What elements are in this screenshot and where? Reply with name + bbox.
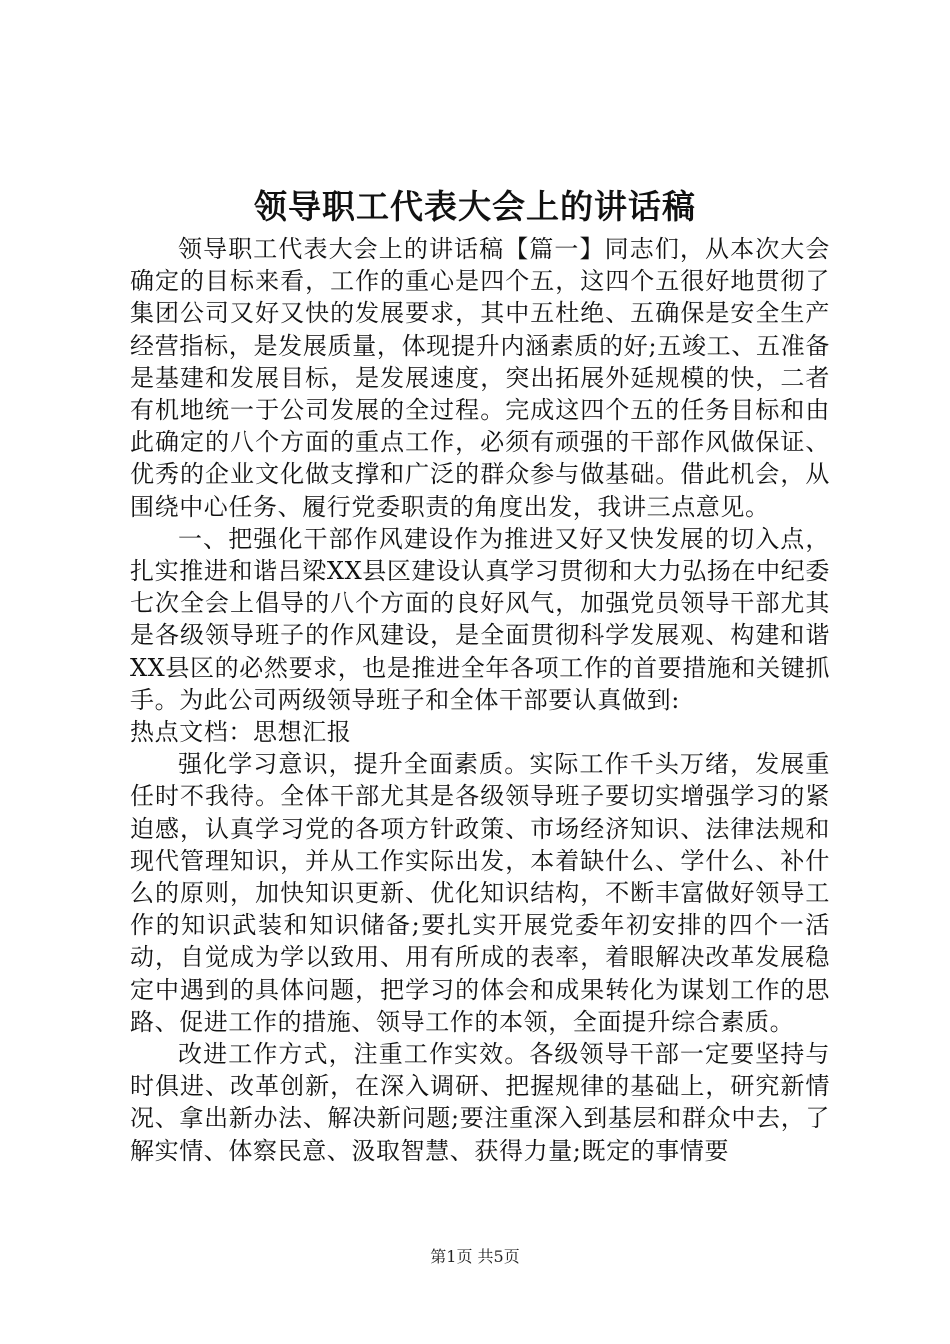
paragraph-intro: 领导职工代表大会上的讲话稿【篇一】同志们，从本次大会确定的目标来看，工作的重心是四个五，这四个五很好地贯彻了集团公司又好又快的发展要求，其中五杜绝、五确保是安全生产经营指标，是发展质量，体现提升内涵素质的好;五竣工、五准备是基建和发展目标，是发展速度，突出拓展外延规模的快，二者有机地统一于公司发展的全过程。完成这四个五的任务目标和由此确定的八个方面的重点工作，必须有顽强的干部作风做保证、优秀的企业文化做支撑和广泛的群众参与做基础。借此机会，从围绕中心任务、履行党委职责的角度出发，我讲三点意见。	[130, 235, 830, 521]
document-title: 领导职工代表大会上的讲话稿	[254, 187, 696, 226]
paragraph-hot-doc-note: 热点文档：思想汇报	[130, 718, 352, 747]
document-body	[130, 233, 830, 1167]
paragraph-section-one: 一、把强化干部作风建设作为推进又好又快发展的切入点，扎实推进和谐吕梁XX县区建设认真学习贯彻和大力弘扬在中纪委七次全会上倡导的八个方面的良好风气，加强党员领导干部尤其是各级领导班子的作风建设，是全面贯彻科学发展观、构建和谐XX县区的必然要求，也是推进全年各项工作的首要措施和关键抓手。为此公司两级领导班子和全体干部要认真做到:	[130, 524, 830, 714]
paragraph-work-method: 改进工作方式，注重工作实效。各级领导干部一定要坚持与时俱进、改革创新，在深入调研、把握规律的基础上，研究新情况、拿出新办法、解决新问题;要注重深入到基层和群众中去，了解实情、体察民意、汲取智慧、获得力量;既定的事情要	[130, 1040, 830, 1165]
page-footer: 第1页 共5页	[430, 1247, 520, 1266]
paragraph-study-awareness: 强化学习意识，提升全面素质。实际工作千头万绪，发展重任时不我待。全体干部尤其是各级领导班子要切实增强学习的紧迫感，认真学习党的各项方针政策、市场经济知识、法律法规和现代管理知识，并从工作实际出发，本着缺什么、学什么、补什么的原则，加快知识更新、优化知识结构，不断丰富做好领导工作的知识武装和知识储备;要扎实开展党委年初安排的四个一活动，自觉成为学以致用、用有所成的表率，着眼解决改革发展稳定中遇到的具体问题，把学习的体会和成果转化为谋划工作的思路、促进工作的措施、领导工作的本领，全面提升综合素质。	[130, 750, 830, 1036]
